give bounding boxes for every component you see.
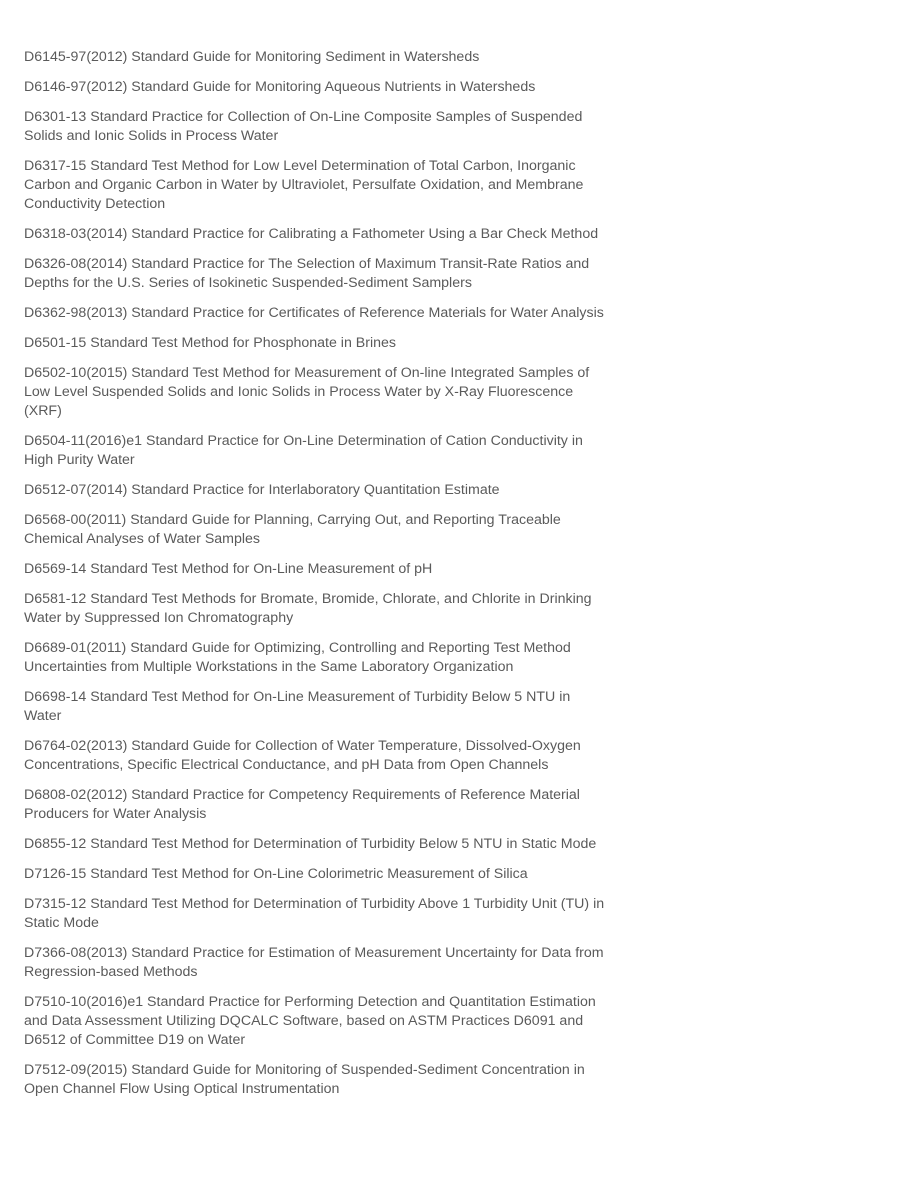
list-item: D7366-08(2013) Standard Practice for Estimation of Measurement Uncertainty for Data from Regression-based Methods xyxy=(24,945,604,980)
list-item: D6568-00(2011) Standard Guide for Planning, Carrying Out, and Reporting Traceable Chemical Analyses of Water Samples xyxy=(24,512,561,547)
list-item: D6317-15 Standard Test Method for Low Level Determination of Total Carbon, Inorganic Carbon and Organic Carbon in Water by Ultraviolet, Persulfate Oxidation, and Membrane Conductivity Detection xyxy=(24,158,584,212)
list-item: D6512-07(2014) Standard Practice for Interlaboratory Quantitation Estimate xyxy=(24,482,500,498)
list-item: D6326-08(2014) Standard Practice for The Selection of Maximum Transit-Rate Ratios and Depths for the U.S. Series of Isokinetic Suspended-Sediment Samplers xyxy=(24,256,590,291)
list-item: D6146-97(2012) Standard Guide for Monitoring Aqueous Nutrients in Watersheds xyxy=(24,79,536,95)
list-item: D6145-97(2012) Standard Guide for Monitoring Sediment in Watersheds xyxy=(24,49,480,65)
list-item: D7126-15 Standard Test Method for On-Line Colorimetric Measurement of Silica xyxy=(24,866,528,882)
list-item: D6698-14 Standard Test Method for On-Line Measurement of Turbidity Below 5 NTU in Water xyxy=(24,689,571,724)
list-item: D7512-09(2015) Standard Guide for Monitoring of Suspended-Sediment Concentration in Open Channel Flow Using Optical Instrumentation xyxy=(24,1062,585,1097)
list-item: D6569-14 Standard Test Method for On-Line Measurement of pH xyxy=(24,561,433,577)
standards-list xyxy=(24,48,644,1110)
list-item: D6301-13 Standard Practice for Collection of On-Line Composite Samples of Suspended Solids and Ionic Solids in Process Water xyxy=(24,109,583,144)
list-item: D7315-12 Standard Test Method for Determination of Turbidity Above 1 Turbidity Unit (TU) in Static Mode xyxy=(24,896,605,931)
list-item: D6501-15 Standard Test Method for Phosphonate in Brines xyxy=(24,335,397,351)
list-item: D6764-02(2013) Standard Guide for Collection of Water Temperature, Dissolved-Oxygen Concentrations, Specific Electrical Conductance, and pH Data from Open Channels xyxy=(24,738,581,773)
list-item: D6808-02(2012) Standard Practice for Competency Requirements of Reference Material Producers for Water Analysis xyxy=(24,787,580,822)
list-item: D7510-10(2016)e1 Standard Practice for Performing Detection and Quantitation Estimation and Data Assessment Utilizing DQCALC Software, based on ASTM Practices D6091 and D6512 of Committee D19 on Water xyxy=(24,994,596,1048)
list-item: D6689-01(2011) Standard Guide for Optimizing, Controlling and Reporting Test Method Uncertainties from Multiple Workstations in the Same Laboratory Organization xyxy=(24,640,571,675)
list-item: D6362-98(2013) Standard Practice for Certificates of Reference Materials for Water Analysis xyxy=(24,305,604,321)
list-item: D6855-12 Standard Test Method for Determination of Turbidity Below 5 NTU in Static Mode xyxy=(24,836,597,852)
list-item: D6318-03(2014) Standard Practice for Calibrating a Fathometer Using a Bar Check Method xyxy=(24,226,599,242)
list-item: D6502-10(2015) Standard Test Method for Measurement of On-line Integrated Samples of Low Level Suspended Solids and Ionic Solids in Process Water by X-Ray Fluorescence (XRF) xyxy=(24,365,590,419)
list-item: D6581-12 Standard Test Methods for Bromate, Bromide, Chlorate, and Chlorite in Drinking Water by Suppressed Ion Chromatography xyxy=(24,591,592,626)
list-item: D6504-11(2016)e1 Standard Practice for On-Line Determination of Cation Conductivity in High Purity Water xyxy=(24,433,583,468)
